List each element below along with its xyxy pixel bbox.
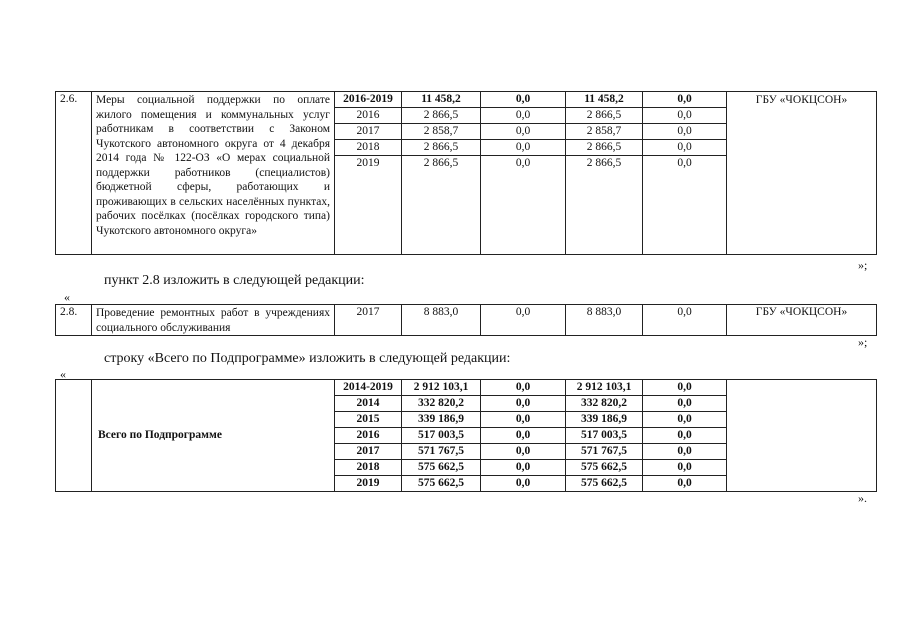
value-cell: 517 003,5 <box>566 428 642 444</box>
value-cell: 0,0 <box>481 140 565 156</box>
total-cell: 8 883,0 <box>402 305 481 336</box>
period-cell: 2016-2019 <box>335 92 401 108</box>
amendment-instruction: пункт 2.8 изложить в следующей редакции: <box>104 273 365 288</box>
value-cell: 0,0 <box>481 412 565 428</box>
period-cell: 2019 <box>356 477 380 489</box>
value-cell: 2 866,5 <box>586 157 622 169</box>
period-cell: 2015 <box>335 412 401 428</box>
value-cell: 2 858,7 <box>566 124 642 140</box>
total-cell: 2 912 103,1 <box>402 380 480 396</box>
row-description: Меры социальной поддержки по оплате жилого помещения и коммунальных услуг работникам в соответствии с Законом Чукотского автономного округа от 4 декабря 2014 года № 122-ОЗ «О мерах социальной поддержки работников (специалистов) бюджетной сферы, работающих и проживающих в сельских населённых пунктах, рабочих посёлках (посёлках городского типа) Чукотского автономного округа» <box>92 92 335 255</box>
total-cell: 2 858,7 <box>402 124 480 140</box>
value-cell: 0,0 <box>643 140 726 156</box>
value-cell: 339 186,9 <box>566 412 642 428</box>
period-cell: 2017 <box>335 124 401 140</box>
period-cell: 2018 <box>335 140 401 156</box>
amendment-instruction: строку «Всего по Подпрограмме» изложить в следующей редакции: <box>104 351 511 366</box>
value-cell: 0,0 <box>481 108 565 124</box>
period-cell: 2014 <box>335 396 401 412</box>
period-cell: 2019 <box>356 157 380 169</box>
table-total-subprogram <box>55 379 877 492</box>
value-cell: 0,0 <box>643 92 726 108</box>
total-column <box>402 92 481 255</box>
value-cell: 2 912 103,1 <box>566 380 642 396</box>
total-cell: 339 186,9 <box>402 412 480 428</box>
value-cell: 0,0 <box>677 477 692 489</box>
period-cell: 2016 <box>335 108 401 124</box>
col4-column <box>566 92 643 255</box>
period-cell: 2017 <box>335 305 402 336</box>
value-cell: 0,0 <box>643 428 726 444</box>
total-cell: 2 866,5 <box>402 140 480 156</box>
value-cell: 0,0 <box>481 305 566 336</box>
total-cell: 332 820,2 <box>402 396 480 412</box>
value-cell: 0,0 <box>643 108 726 124</box>
value-cell: 8 883,0 <box>566 305 643 336</box>
value-cell: 0,0 <box>643 444 726 460</box>
close-quote-mark: »; <box>858 258 868 272</box>
value-cell: 332 820,2 <box>566 396 642 412</box>
value-cell: 575 662,5 <box>566 460 642 476</box>
period-cell: 2018 <box>335 460 401 476</box>
value-cell: 0,0 <box>643 380 726 396</box>
open-quote-mark: « <box>60 367 66 381</box>
value-cell: 0,0 <box>643 460 726 476</box>
value-cell: 11 458,2 <box>566 92 642 108</box>
value-cell: 0,0 <box>481 396 565 412</box>
col3-column <box>481 380 566 492</box>
total-label: Всего по Подпрограмме <box>98 429 222 442</box>
total-cell: 575 662,5 <box>402 460 480 476</box>
row-description: Проведение ремонтных работ в учреждениях социального обслуживания <box>92 305 335 336</box>
total-cell: 2 866,5 <box>402 108 480 124</box>
empty-number-cell <box>56 380 92 492</box>
value-cell: 0,0 <box>481 124 565 140</box>
col3-column <box>481 92 566 255</box>
row-number: 2.8. <box>56 305 92 336</box>
col4-column <box>566 380 643 492</box>
period-cell: 2017 <box>335 444 401 460</box>
value-cell: 0,0 <box>643 124 726 140</box>
total-label-cell <box>92 380 335 492</box>
value-cell: 0,0 <box>481 428 565 444</box>
total-cell: 571 767,5 <box>402 444 480 460</box>
value-cell: 0,0 <box>481 92 565 108</box>
value-cell: 575 662,5 <box>581 477 627 489</box>
value-cell: 571 767,5 <box>566 444 642 460</box>
total-cell: 517 003,5 <box>402 428 480 444</box>
period-cell: 2016 <box>335 428 401 444</box>
table-row-2-8 <box>55 304 877 336</box>
total-cell: 11 458,2 <box>402 92 480 108</box>
value-cell: 0,0 <box>643 396 726 412</box>
empty-executor-cell <box>727 380 877 492</box>
value-cell: 2 866,5 <box>566 140 642 156</box>
period-cell: 2014-2019 <box>335 380 401 396</box>
total-column <box>402 380 481 492</box>
close-quote-mark: »; <box>858 335 868 349</box>
value-cell: 0,0 <box>515 477 531 489</box>
total-cell: 575 662,5 <box>418 477 464 489</box>
row-number: 2.6. <box>56 92 92 255</box>
executor-cell: ГБУ «ЧОКЦСОН» <box>727 92 877 255</box>
total-cell: 2 866,5 <box>423 157 459 169</box>
col5-column <box>643 92 727 255</box>
col5-column <box>643 380 727 492</box>
value-cell: 0,0 <box>481 460 565 476</box>
value-cell: 0,0 <box>481 380 565 396</box>
value-cell: 0,0 <box>515 157 531 169</box>
open-quote-mark: « <box>64 290 70 304</box>
table-row-2-6 <box>55 91 877 255</box>
value-cell: 0,0 <box>643 412 726 428</box>
value-cell: 0,0 <box>677 157 692 169</box>
executor-cell: ГБУ «ЧОКЦСОН» <box>727 305 877 336</box>
close-quote-mark: ». <box>858 491 867 505</box>
period-column <box>335 380 402 492</box>
value-cell: 0,0 <box>643 305 727 336</box>
period-column <box>335 92 402 255</box>
value-cell: 0,0 <box>481 444 565 460</box>
value-cell: 2 866,5 <box>566 108 642 124</box>
